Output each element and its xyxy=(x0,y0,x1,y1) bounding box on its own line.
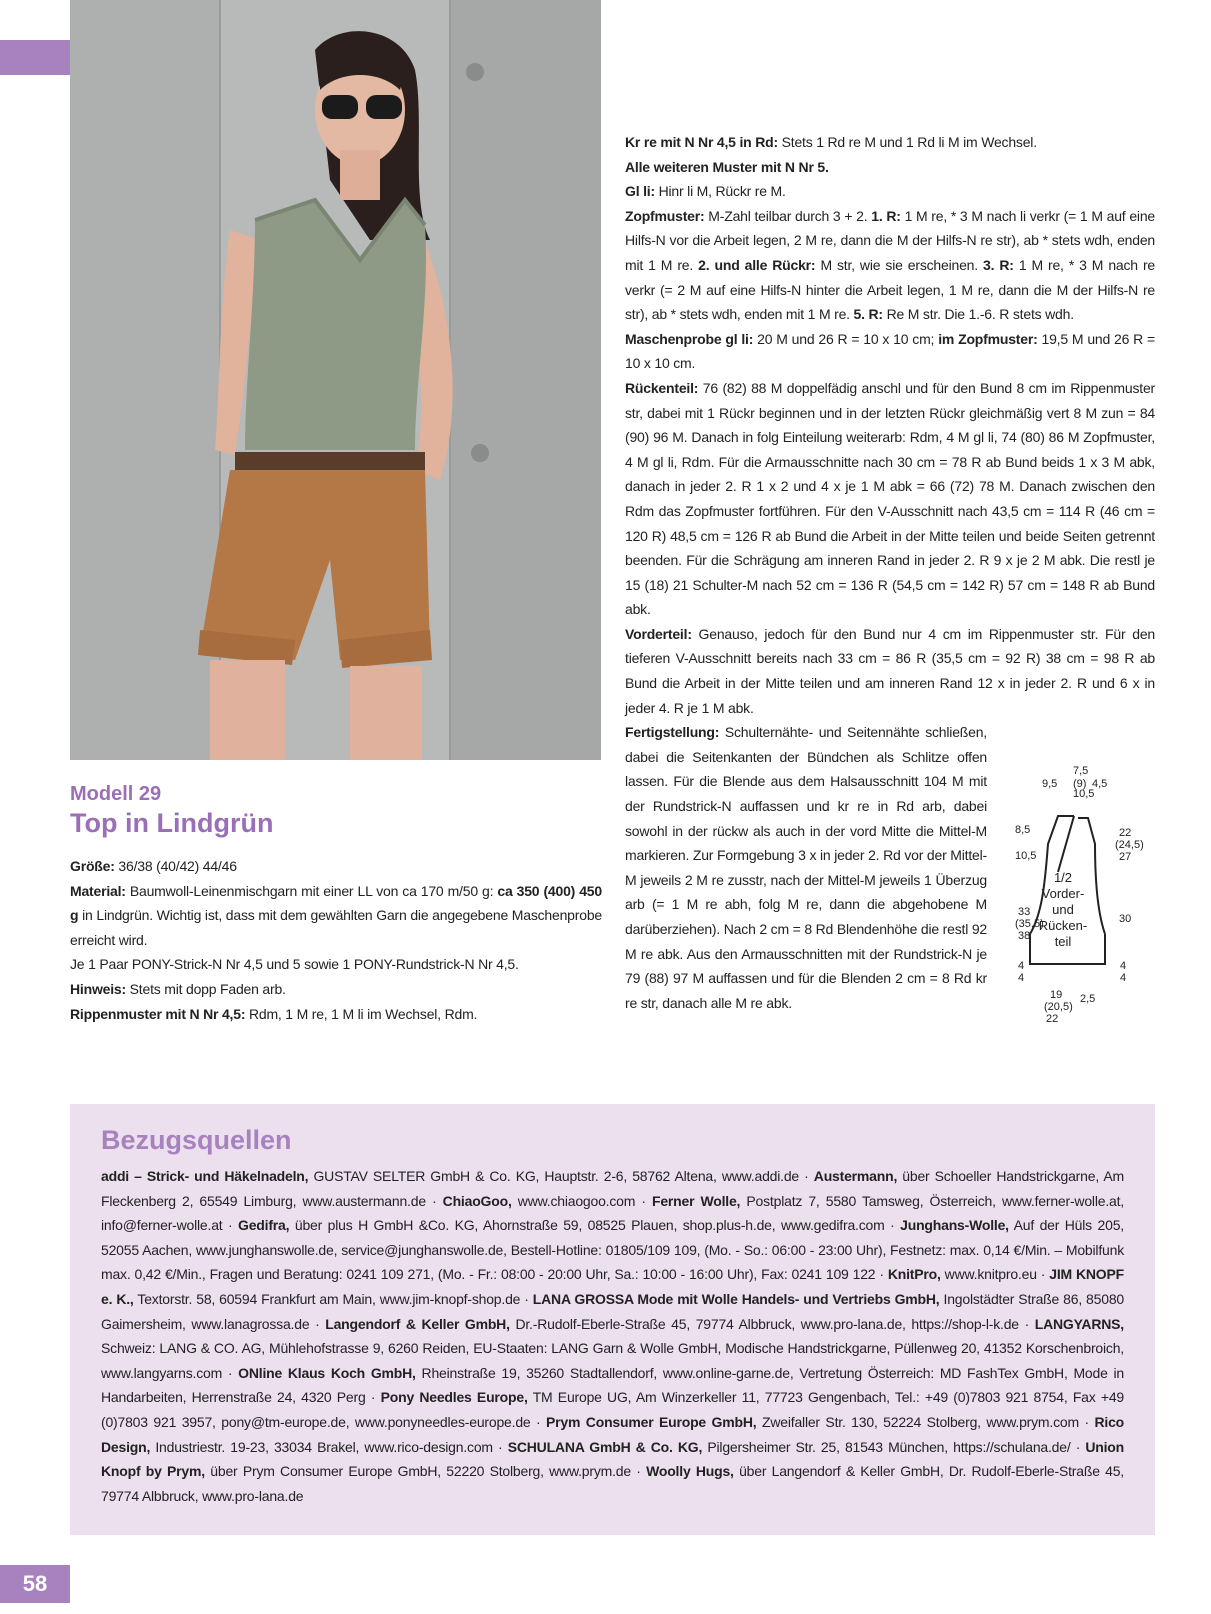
supplier-name: Prym Consumer Europe GmbH, xyxy=(546,1413,757,1430)
svg-text:30: 30 xyxy=(1119,913,1132,925)
svg-text:(35,5): (35,5) xyxy=(1015,918,1044,930)
svg-text:2,5: 2,5 xyxy=(1080,993,1096,1005)
supplier-name: Pony Needles Europe, xyxy=(380,1389,528,1406)
schematic-diagram xyxy=(1015,764,1168,1025)
svg-text:teil: teil xyxy=(1054,934,1072,949)
svg-text:(24,5): (24,5) xyxy=(1115,839,1144,851)
supplier-name: Woolly Hugs, xyxy=(646,1463,734,1480)
supplier-details: www.chiaogoo.com · xyxy=(511,1192,652,1209)
supplier-name: Langendorf & Keller GmbH, xyxy=(325,1315,510,1332)
material-paragraph: Material: Baumwoll-Leinenmischgarn mit einer LL von ca 170 m/50 g: ca 350 (400) 450 g in Lindgrün. Wichtig ist, dass mit dem gewählten Garn die angegebene Maschenprobe erreicht wird. xyxy=(70,882,602,948)
supplier-name: Austermann, xyxy=(813,1168,898,1184)
svg-text:(20,5): (20,5) xyxy=(1044,1001,1073,1013)
supplier-details: Pilgersheimer Str. 25, 81543 München, https://schulana.de/ · xyxy=(702,1438,1086,1455)
svg-text:Vorder-: Vorder- xyxy=(1041,886,1085,901)
sources-box xyxy=(70,1104,1155,1535)
svg-text:9,5: 9,5 xyxy=(1042,778,1058,790)
svg-text:27: 27 xyxy=(1119,851,1132,863)
supplier-details: Postplatz 7, 5580 Tamsweg, Österreich, www.ferner-wolle.at, info@ferner-wolle.at · xyxy=(101,1192,1124,1234)
svg-text:4: 4 xyxy=(1120,960,1127,972)
supplier-name: LANGYARNS, xyxy=(1034,1315,1124,1332)
supplier-name: LANA GROSSA Mode mit Wolle Handels- und Vertriebs GmbH, xyxy=(532,1290,940,1307)
supplier-name: JIM KNOPF e. K., xyxy=(101,1266,1124,1307)
back-paragraph: Rückenteil: 76 (82) 88 M doppelfädig anschl und für den Bund 8 cm im Rippenmuster str, dabei mit 1 Rückr beginnen und in der letzten Rückr gleichmäßig vert 8 M zun = 84 (90) 96 M. Danach in folg Einteilung weiterarb: Rdm, 4 M gl li, 74 (80) 86 M Zopfmuster, 4 M gl li, Rdm. Für die Armausschnitte nach 30 cm = 78 R ab Bund beids 1 x 3 M abk, danach in jeder 2. R 1 x 2 und 4 x je 1 M abk = 66 (72) 78 M. Danach zwischen den Rdm das Zopfmuster fortführen. Für den V-Ausschnitt nach 43,5 cm = 114 R (46 cm = 120 R) 48,5 cm = 126 R ab Bund die Arbeit in der Mitte teilen und beide Seiten getrennt beenden. Für die Schrägung am inneren Rand in jeder 2. R 9 x je 2 M abk. Die restl je 15 (18) 21 Schulter-M nach 52 cm = 136 R (54,5 cm = 142 R) 57 cm = 148 R ab Bund abk. xyxy=(625,379,1155,618)
gauge-paragraph: Maschenprobe gl li: 20 M und 26 R = 10 x 10 cm; im Zopfmuster: 19,5 M und 26 R = 10 x 10 cm. xyxy=(625,330,1155,372)
supplier-details: Ingolstädter Straße 86, 85080 Gaimersheim, www.lanagrossa.de · xyxy=(101,1290,1124,1332)
supplier-name: Union Knopf by Prym, xyxy=(101,1438,1125,1480)
svg-text:4: 4 xyxy=(1018,972,1025,984)
page-number: 58 xyxy=(0,1565,70,1603)
left-column xyxy=(70,782,602,1026)
supplier-name: KnitPro, xyxy=(887,1266,941,1283)
supplier-name: ONline Klaus Koch GmbH, xyxy=(238,1364,416,1381)
supplier-details: Schweiz: LANG & CO. AG, Mühlehofstrasse 9, 6260 Reiden, EU-Staaten: LANG Garn & Wolle GmbH, Modische Handstrickgarne, Püllenweg 20, 41352 Korschenbroich, www.langyarns.com · xyxy=(101,1340,1124,1381)
svg-text:33: 33 xyxy=(1018,906,1031,918)
supplier-name: SCHULANA GmbH & Co. KG, xyxy=(507,1438,703,1455)
supplier-name: Rico Design, xyxy=(101,1413,1125,1455)
svg-text:Rücken-: Rücken- xyxy=(1038,918,1088,933)
size-paragraph: Größe: 36/38 (40/42) 44/46 xyxy=(70,858,237,874)
model-photo xyxy=(70,0,601,760)
svg-text:38: 38 xyxy=(1018,930,1031,942)
supplier-details: Industriestr. 19-23, 33034 Brakel, www.rico-design.com · xyxy=(150,1438,508,1455)
supplier-name: Ferner Wolle, xyxy=(651,1192,741,1209)
needles-paragraph: Je 1 Paar PONY-Strick-N Nr 4,5 und 5 sowie 1 PONY-Rundstrick-N Nr 4,5. xyxy=(70,956,519,973)
svg-text:4,5: 4,5 xyxy=(1092,778,1108,790)
photo-illustration xyxy=(70,0,601,760)
round-knit-paragraph: Kr re mit N Nr 4,5 in Rd: Stets 1 Rd re M und 1 Rd li M im Wechsel. xyxy=(625,134,1037,150)
supplier-details: über Schoeller Handstrickgarne, Am Fleckenberg 2, 65549 Limburg, www.austermann.de · xyxy=(101,1168,1124,1209)
supplier-name: ChiaoGoo, xyxy=(442,1192,512,1209)
svg-text:22: 22 xyxy=(1119,827,1132,839)
supplier-name: Gedifra, xyxy=(238,1217,290,1234)
svg-text:7,5: 7,5 xyxy=(1073,765,1089,777)
svg-text:10,5: 10,5 xyxy=(1015,850,1037,862)
supplier-name: Junghans-Wolle, xyxy=(900,1217,1009,1234)
svg-text:22: 22 xyxy=(1046,1013,1059,1025)
svg-text:4: 4 xyxy=(1120,972,1127,984)
sources-text xyxy=(101,1164,1124,1508)
finishing-paragraph: Fertigstellung: Schulternähte- und Seitennähte schließen, dabei die Seitenkanten der Bündchen als Schlitze offen lassen. Für die Blende aus dem Halsausschnitt 104 M mit der Rundstrick-N auffassen und kr re in Rd arb, dabei sowohl in der rückw als auch in der vord Mitte die Mittel-M markieren. Zur Formgebung 3 x in jeder 2. Rd vor der Mittel-M jeweils 2 M re zusstr, nach der Mittel-M jeweils 1 Überzug arb (= 1 M re abh, folg M re, dann die abgehobene M darüberziehen). Nach 2 cm = 8 Rd Blendenhöhe die restl 92 M re abk. Aus den Armausschnitten mit der Rundstrick-N je 79 (88) 97 M auffassen und für die Blenden 2 cm = 8 Rd kr re str, danach alle M re abk. xyxy=(625,724,987,1011)
front-paragraph: Vorderteil: Genauso, jedoch für den Bund nur 4 cm im Rippenmuster str. Für den tieferen V-Ausschnitt bereits nach 33 cm = 86 R (35,5 cm = 92 R) 38 cm = 98 R ab Bund die Arbeit in der Mitte teilen und am inneren Rand 12 x in jeder 2. R und 6 x in jeder 4. R je 1 M abk. xyxy=(625,625,1155,716)
supplier-details: über Langendorf & Keller GmbH, Dr. Rudolf-Eberle-Straße 45, 79774 Albbruck, www.pro-lana.de xyxy=(101,1463,1124,1504)
svg-text:(9): (9) xyxy=(1073,778,1087,790)
supplier-details: Textorstr. 58, 60594 Frankfurt am Main, www.jim-knopf-shop.de · xyxy=(133,1290,533,1307)
svg-text:19: 19 xyxy=(1050,989,1063,1001)
supplier-details: über Prym Consumer Europe GmbH, 52220 Stolberg, www.prym.de · xyxy=(204,1463,647,1480)
supplier-details: Dr.-Rudolf-Eberle-Straße 45, 79774 Albbruck, www.pro-lana.de, https://shop-l-k.de · xyxy=(509,1315,1035,1332)
svg-text:und: und xyxy=(1052,902,1074,917)
note-paragraph: Hinweis: Stets mit dopp Faden arb. xyxy=(70,980,286,997)
svg-text:10,5: 10,5 xyxy=(1073,788,1095,800)
supplier-details: GUSTAV SELTER GmbH & Co. KG, Hauptstr. 2-6, 58762 Altena, www.addi.de · xyxy=(308,1168,814,1184)
model-number: Modell 29 xyxy=(70,783,162,805)
svg-text:8,5: 8,5 xyxy=(1015,824,1031,836)
supplier-details: www.knitpro.eu · xyxy=(940,1266,1050,1283)
supplier-details: Auf der Hüls 205, 52055 Aachen, www.junghanswolle.de, service@junghanswolle.de, Bestell-Hotline: 01805/109 109, (Mo. - So.: 06:00 - 23:00 Uhr), Festnetz: max. 0,14 €/Min. – Mobilfunk max. 0,42 €/Min., Fragen und Beratung: 0241 109 271, (Mo. - Fr.: 08:00 - 20:00 Uhr, Sa.: 10:00 - 16:00 Uhr), Fax: 0241 109 122 · xyxy=(101,1217,1124,1283)
model-title: Top in Lindgrün xyxy=(70,808,274,838)
svg-text:1/2: 1/2 xyxy=(1053,870,1073,885)
supplier-details: TM Europe UG, Am Winzerkeller 11, 77723 Gengenbach, Tel.: +49 (0)7803 921 8754, Fax +49 (0)7803 921 3957, pony@tm-europe.de, www.ponyneedles-europe.de · xyxy=(101,1389,1125,1430)
sources-title: Bezugsquellen xyxy=(101,1125,292,1155)
svg-text:4: 4 xyxy=(1018,960,1025,972)
supplier-details: über plus H GmbH &Co. KG, Ahornstraße 59, 08525 Plauen, shop.plus-h.de, www.gedifra.com · xyxy=(289,1217,901,1234)
supplier-name: addi – Strick- und Häkelnadeln, xyxy=(101,1168,309,1184)
rib-pattern-paragraph: Rippenmuster mit N Nr 4,5: Rdm, 1 M re, 1 M li im Wechsel, Rdm. xyxy=(70,1005,478,1022)
cable-pattern-paragraph: Zopfmuster: M-Zahl teilbar durch 3 + 2. 1. R: 1 M re, * 3 M nach li verkr (= 1 M auf eine Hilfs-N vor die Arbeit legen, 2 M re, dann die M der Hilfs-N re str), ab * stets wdh, enden mit 1 M re. 2. und alle Rückr: M str, wie sie erscheinen. 3. R: 1 M re, * 3 M nach re verkr (= 2 M auf eine Hilfs-N hinter die Arbeit legen, 1 M re, dann die M der Hilfs-N re str), ab * stets wdh, enden mit 1 M re. 5. R: Re M str. Die 1.-6. R stets wdh. xyxy=(625,207,1155,323)
all-patterns-paragraph: Alle weiteren Muster mit N Nr 5. xyxy=(625,158,829,175)
supplier-details: Rheinstraße 19, 35260 Stadtallendorf, www.online-garne.de, Vertretung Österreich: MD FashTex GmbH, Mode in Handarbeiten, Herrenstraße 24, 4320 Perg · xyxy=(101,1364,1124,1406)
stockinette-paragraph: Gl li: Hinr li M, Rückr re M. xyxy=(625,183,786,200)
supplier-details: Zweifaller Str. 130, 52224 Stolberg, www.prym.com · xyxy=(756,1413,1095,1430)
